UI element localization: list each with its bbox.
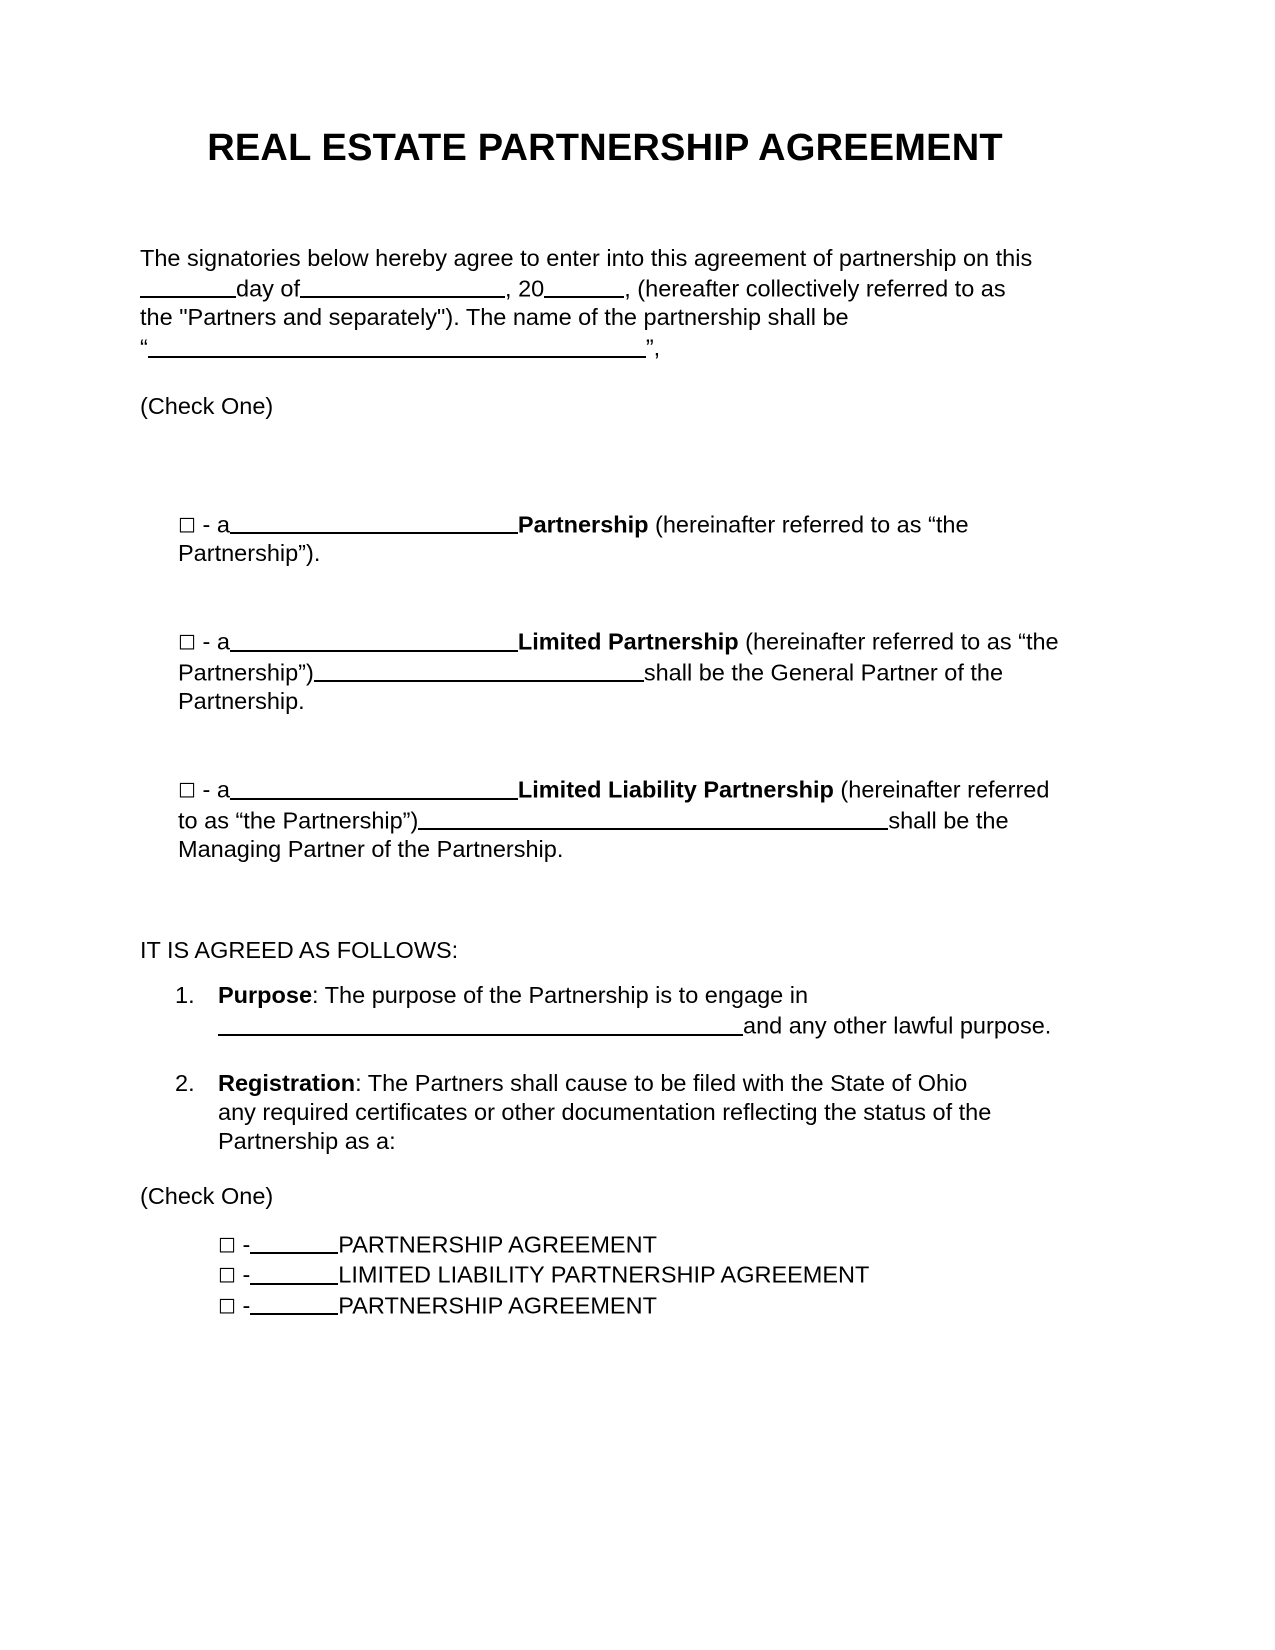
registration-option-label: PARTNERSHIP AGREEMENT: [338, 1292, 657, 1319]
spacer-between-clauses: [140, 1041, 1070, 1069]
spacer-between-option-2-3: [140, 716, 1070, 774]
intro-line-3-text: the "Partners and separately"). The name of the partnership shall be: [140, 304, 849, 331]
clause-registration-line1: [218, 1069, 1070, 1098]
option-type-label: Partnership: [517, 511, 649, 538]
entity-option-llp-line2: [178, 805, 1070, 836]
open-quote: “: [140, 334, 148, 361]
document-content: [140, 0, 1070, 1320]
spacer-before-agreed: [140, 864, 1070, 936]
clause-line2-post: and any other lawful purpose.: [743, 1012, 1052, 1039]
registration-option-label: PARTNERSHIP AGREEMENT: [338, 1231, 657, 1258]
intro-line-3: [140, 303, 1070, 332]
option-trailing-text: (hereinafter referred to as “the: [648, 511, 969, 538]
agreed-heading-text: IT IS AGREED AS FOLLOWS:: [140, 937, 459, 964]
entity-option-limited-partnership-line2: [178, 657, 1070, 688]
registration-option-dash: -: [242, 1261, 251, 1288]
clause-registration-line3: [218, 1127, 1070, 1156]
clause-colon: :: [355, 1069, 362, 1096]
llp-type-blank-input[interactable]: [230, 774, 518, 800]
option-line2-pre: to as “the Partnership”): [178, 807, 419, 834]
clause-line1-text: The Partners shall cause to be filed with the State of Ohio: [361, 1069, 968, 1096]
purpose-blank-input[interactable]: [218, 1010, 743, 1036]
registration-option-partnership-2[interactable]: [218, 1290, 1070, 1321]
clause-title: Purpose: [218, 982, 313, 1009]
clause-list: [140, 981, 1070, 1156]
spacer-before-check-one: [140, 363, 1070, 392]
checkbox-icon[interactable]: ☐: [178, 513, 196, 538]
year-prefix-label: , 20: [505, 275, 545, 302]
clause-number: 2.: [175, 1069, 195, 1096]
partnership-name-blank-input[interactable]: [148, 332, 646, 358]
option-line2-pre: Partnership”): [178, 659, 314, 686]
option-line2-post: shall be the General Partner of the: [643, 659, 1004, 686]
checkbox-icon[interactable]: ☐: [218, 1263, 236, 1288]
day-of-label: day of: [236, 275, 301, 302]
option-type-label: Limited Partnership: [517, 628, 739, 655]
entity-option-limited-partnership-line3: [178, 687, 1070, 716]
clause-colon: :: [312, 982, 319, 1009]
spacer-before-check-one-2: [140, 1156, 1070, 1182]
option-dash: - a: [202, 628, 230, 655]
managing-partner-blank-input[interactable]: [418, 805, 888, 831]
registration-option-llp[interactable]: [218, 1259, 1070, 1290]
registration-option-dash: -: [242, 1231, 251, 1258]
option-line3: Partnership.: [178, 688, 305, 715]
entity-option-llp-line3: [178, 835, 1070, 864]
entity-option-partnership[interactable]: [178, 509, 1070, 569]
entity-option-limited-partnership-line1: [178, 626, 1070, 657]
agreed-heading: [140, 936, 1070, 965]
option-type-label: Limited Liability Partnership: [517, 776, 834, 803]
intro-line-2: [140, 273, 1070, 304]
month-blank-input[interactable]: [300, 273, 505, 299]
clause-registration: [140, 1069, 1070, 1156]
limited-partnership-type-blank-input[interactable]: [230, 626, 518, 652]
check-one-text: (Check One): [140, 1182, 274, 1209]
checkbox-icon[interactable]: ☐: [218, 1294, 236, 1319]
registration-option-dash: -: [242, 1292, 251, 1319]
general-partner-blank-input[interactable]: [314, 657, 644, 683]
option-line3: Managing Partner of the Partnership.: [178, 836, 564, 863]
clause-number: 1.: [175, 982, 195, 1009]
spacer-before-options: [140, 421, 1070, 509]
checkbox-icon[interactable]: ☐: [178, 778, 196, 803]
clause-purpose: [140, 981, 1070, 1041]
registration-option-list: [218, 1229, 1070, 1321]
registration-partnership-2-blank-input[interactable]: [250, 1290, 338, 1316]
option-line2-post: shall be the: [888, 807, 1009, 834]
clause-title: Registration: [218, 1069, 356, 1096]
entity-option-limited-partnership[interactable]: [178, 626, 1070, 716]
intro-line-1-text: The signatories below hereby agree to enter into this agreement of partnership on this: [140, 244, 1033, 271]
entity-option-partnership-line1: [178, 509, 1070, 540]
registration-option-label: LIMITED LIABILITY PARTNERSHIP AGREEMENT: [338, 1261, 870, 1288]
intro-paragraph: [140, 244, 1070, 363]
partnership-name-line: [140, 332, 1070, 363]
option-dash: - a: [202, 776, 230, 803]
registration-llp-blank-input[interactable]: [250, 1259, 338, 1285]
clause-line3-text: any required certificates or other documentation reflecting the status of the: [218, 1098, 992, 1125]
trailing-comma: ,: [653, 334, 661, 361]
spacer-before-registration-options: [140, 1211, 1070, 1229]
page-title: REAL ESTATE PARTNERSHIP AGREEMENT: [207, 127, 1003, 169]
registration-partnership-blank-input[interactable]: [250, 1229, 338, 1255]
check-one-label-bottom: [140, 1182, 1070, 1211]
year-blank-input[interactable]: [544, 273, 624, 299]
clause-registration-line2: [218, 1098, 1070, 1127]
spacer-between-option-1-2: [140, 568, 1070, 626]
clause-line4-text: Partnership as a:: [218, 1127, 396, 1154]
partnership-type-blank-input[interactable]: [230, 509, 518, 535]
option-line2-pre: Partnership”).: [178, 540, 321, 567]
spacer-before-clause-1: [140, 965, 1070, 981]
option-dash: - a: [202, 511, 230, 538]
check-one-label-top: [140, 392, 1070, 421]
option-trailing-text: (hereinafter referred to as “the: [738, 628, 1059, 655]
clause-line1-text: The purpose of the Partnership is to engage in: [318, 982, 809, 1009]
intro-line-1: [140, 244, 1070, 273]
spacer-after-title: [140, 170, 1070, 244]
entity-option-llp-line1: [178, 774, 1070, 805]
clause-purpose-line1: [218, 981, 1070, 1010]
entity-option-llp[interactable]: [178, 774, 1070, 864]
entity-option-partnership-line2: [178, 539, 1070, 568]
after-year-text: , (hereafter collectively referred to as: [624, 275, 1006, 302]
day-blank-input[interactable]: [140, 273, 236, 299]
check-one-text: (Check One): [140, 392, 274, 419]
clause-purpose-line2: [218, 1010, 1070, 1041]
registration-option-partnership[interactable]: [218, 1229, 1070, 1260]
checkbox-icon[interactable]: ☐: [178, 630, 196, 655]
checkbox-icon[interactable]: ☐: [218, 1233, 236, 1258]
close-quote: ”: [645, 334, 654, 361]
option-trailing-text: (hereinafter referred: [833, 776, 1050, 803]
